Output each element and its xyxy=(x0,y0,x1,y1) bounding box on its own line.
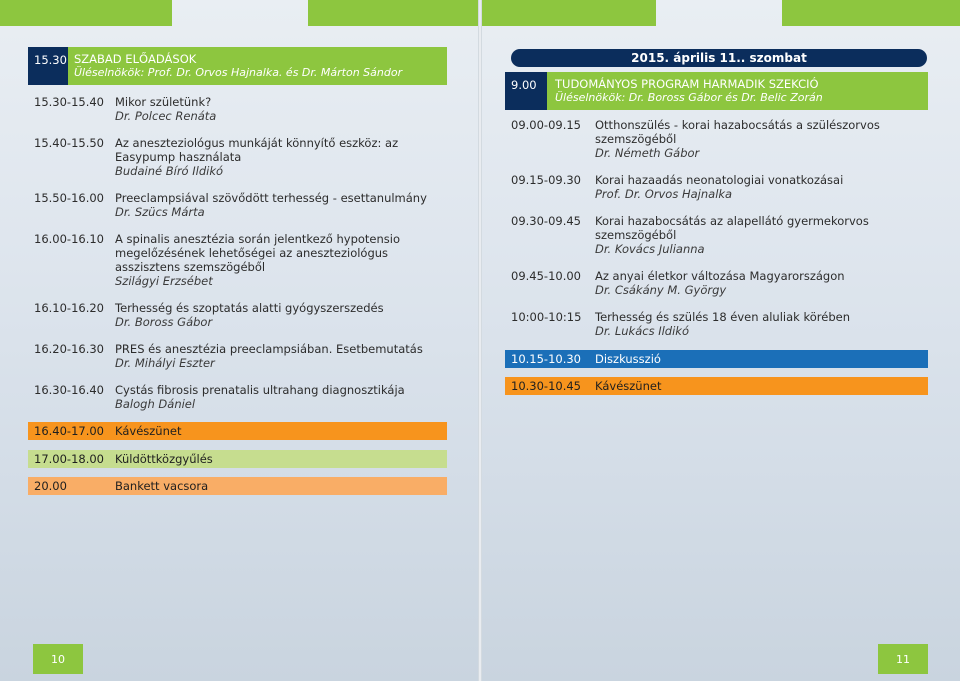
right-top-tab xyxy=(482,0,656,26)
coffee-break-band xyxy=(505,377,928,395)
talk-title: Preeclampsiával szövődött terhesség - esettanulmány xyxy=(115,191,427,205)
talk-body xyxy=(595,310,931,338)
talk-title: Otthonszülés - korai hazabocsátás a szülészorvos szemszögéből xyxy=(595,118,880,146)
coffee-break-band xyxy=(28,422,447,440)
talk-title: Terhesség és szülés 18 éven aluliak körében xyxy=(595,310,850,324)
assembly-band xyxy=(28,450,447,468)
talk-body xyxy=(595,173,931,201)
talk-title: PRES és anesztézia preeclampsiában. Esetbemutatás xyxy=(115,342,423,356)
talk-title: Az aneszteziológus munkáját könnyítő eszköz: az Easypump használata xyxy=(115,136,399,164)
band-label: Küldöttközgyűlés xyxy=(115,452,213,466)
left-page-number: 10 xyxy=(33,644,83,674)
talk-time: 09.15-09.30 xyxy=(511,173,581,187)
talk-title: Korai hazaadás neonatologiai vonatkozásai xyxy=(595,173,844,187)
talk-author: Dr. Boross Gábor xyxy=(115,315,213,329)
discussion-band xyxy=(505,350,928,368)
band-label: Bankett vacsora xyxy=(115,479,209,493)
talk-title: Mikor születünk? xyxy=(115,95,212,109)
talk-body xyxy=(595,269,931,297)
talk-author: Prof. Dr. Orvos Hajnalka xyxy=(595,187,733,201)
talk-time: 16.10-16.20 xyxy=(34,301,104,315)
talk-author: Dr. Csákány M. György xyxy=(595,283,727,297)
talk-time: 09.00-09.15 xyxy=(511,118,581,132)
session-chairs: Üléselnökök: Prof. Dr. Orvos Hajnalka. és Dr. Márton Sándor xyxy=(74,66,403,79)
session-time: 9.00 xyxy=(511,78,537,92)
talk-time: 15.30-15.40 xyxy=(34,95,104,109)
talk-author: Dr. Lukács Ildikó xyxy=(595,324,689,338)
left-top-tab-2 xyxy=(308,0,478,26)
left-top-tab xyxy=(0,0,172,26)
session-title: TUDOMÁNYOS PROGRAM HARMADIK SZEKCIÓ xyxy=(555,77,819,91)
talk-title: Az anyai életkor változása Magyarországon xyxy=(595,269,845,283)
session-title: SZABAD ELŐADÁSOK xyxy=(74,52,197,66)
page-spine xyxy=(478,0,482,681)
talk-body xyxy=(115,136,448,178)
talk-body xyxy=(115,191,448,219)
talk-author: Dr. Mihályi Eszter xyxy=(115,356,215,370)
talk-time: 15.40-15.50 xyxy=(34,136,104,150)
talk-body xyxy=(115,383,448,411)
band-time: 17.00-18.00 xyxy=(34,452,104,466)
talk-time: 16.20-16.30 xyxy=(34,342,104,356)
talk-author: Dr. Szücs Márta xyxy=(115,205,205,219)
talk-author: Dr. Németh Gábor xyxy=(595,146,700,160)
right-session-header xyxy=(505,72,928,110)
talk-author: Dr. Kovács Julianna xyxy=(595,242,705,256)
band-time: 10.15-10.30 xyxy=(511,352,581,366)
talk-time: 16.00-16.10 xyxy=(34,232,104,246)
talk-time: 09.30-09.45 xyxy=(511,214,581,228)
band-time: 10.30-10.45 xyxy=(511,379,581,393)
right-top-tab-2 xyxy=(782,0,960,26)
talk-author: Balogh Dániel xyxy=(115,397,196,411)
session-text xyxy=(555,77,823,105)
talk-title: Terhesség és szoptatás alatti gyógyszerszedés xyxy=(115,301,384,315)
talk-title: Cystás fibrosis prenatalis ultrahang diagnosztikája xyxy=(115,383,405,397)
talk-title: A spinalis anesztézia során jelentkező hypotensio megelőzésének lehetőségei az aneszteziológus asszisztens szemszögéből xyxy=(115,232,401,274)
talk-time: 09.45-10.00 xyxy=(511,269,581,283)
banquet-band xyxy=(28,477,447,495)
band-label: Diszkusszió xyxy=(595,352,661,366)
talk-body xyxy=(115,95,448,123)
date-header: 2015. április 11.. szombat xyxy=(511,49,927,67)
talk-body xyxy=(115,342,448,370)
band-time: 16.40-17.00 xyxy=(34,424,104,438)
session-text xyxy=(74,52,402,80)
talk-body xyxy=(595,214,931,256)
talk-time: 15.50-16.00 xyxy=(34,191,104,205)
talk-title: Korai hazabocsátás az alapellátó gyermekorvos szemszögéből xyxy=(595,214,869,242)
talk-author: Budainé Bíró Ildikó xyxy=(115,164,224,178)
band-time: 20.00 xyxy=(34,479,67,493)
left-session-header xyxy=(28,47,447,85)
session-chairs: Üléselnökök: Dr. Boross Gábor és Dr. Belic Zorán xyxy=(555,91,823,104)
talk-body xyxy=(595,118,931,160)
talk-time: 16.30-16.40 xyxy=(34,383,104,397)
talk-author: Szilágyi Erzsébet xyxy=(115,274,213,288)
band-label: Kávészünet xyxy=(595,379,662,393)
session-time: 15.30 xyxy=(34,53,67,67)
talk-time: 10:00-10:15 xyxy=(511,310,582,324)
right-page-number: 11 xyxy=(878,644,928,674)
talk-body xyxy=(115,232,448,288)
talk-body xyxy=(115,301,448,329)
band-label: Kávészünet xyxy=(115,424,182,438)
talk-author: Dr. Polcec Renáta xyxy=(115,109,217,123)
